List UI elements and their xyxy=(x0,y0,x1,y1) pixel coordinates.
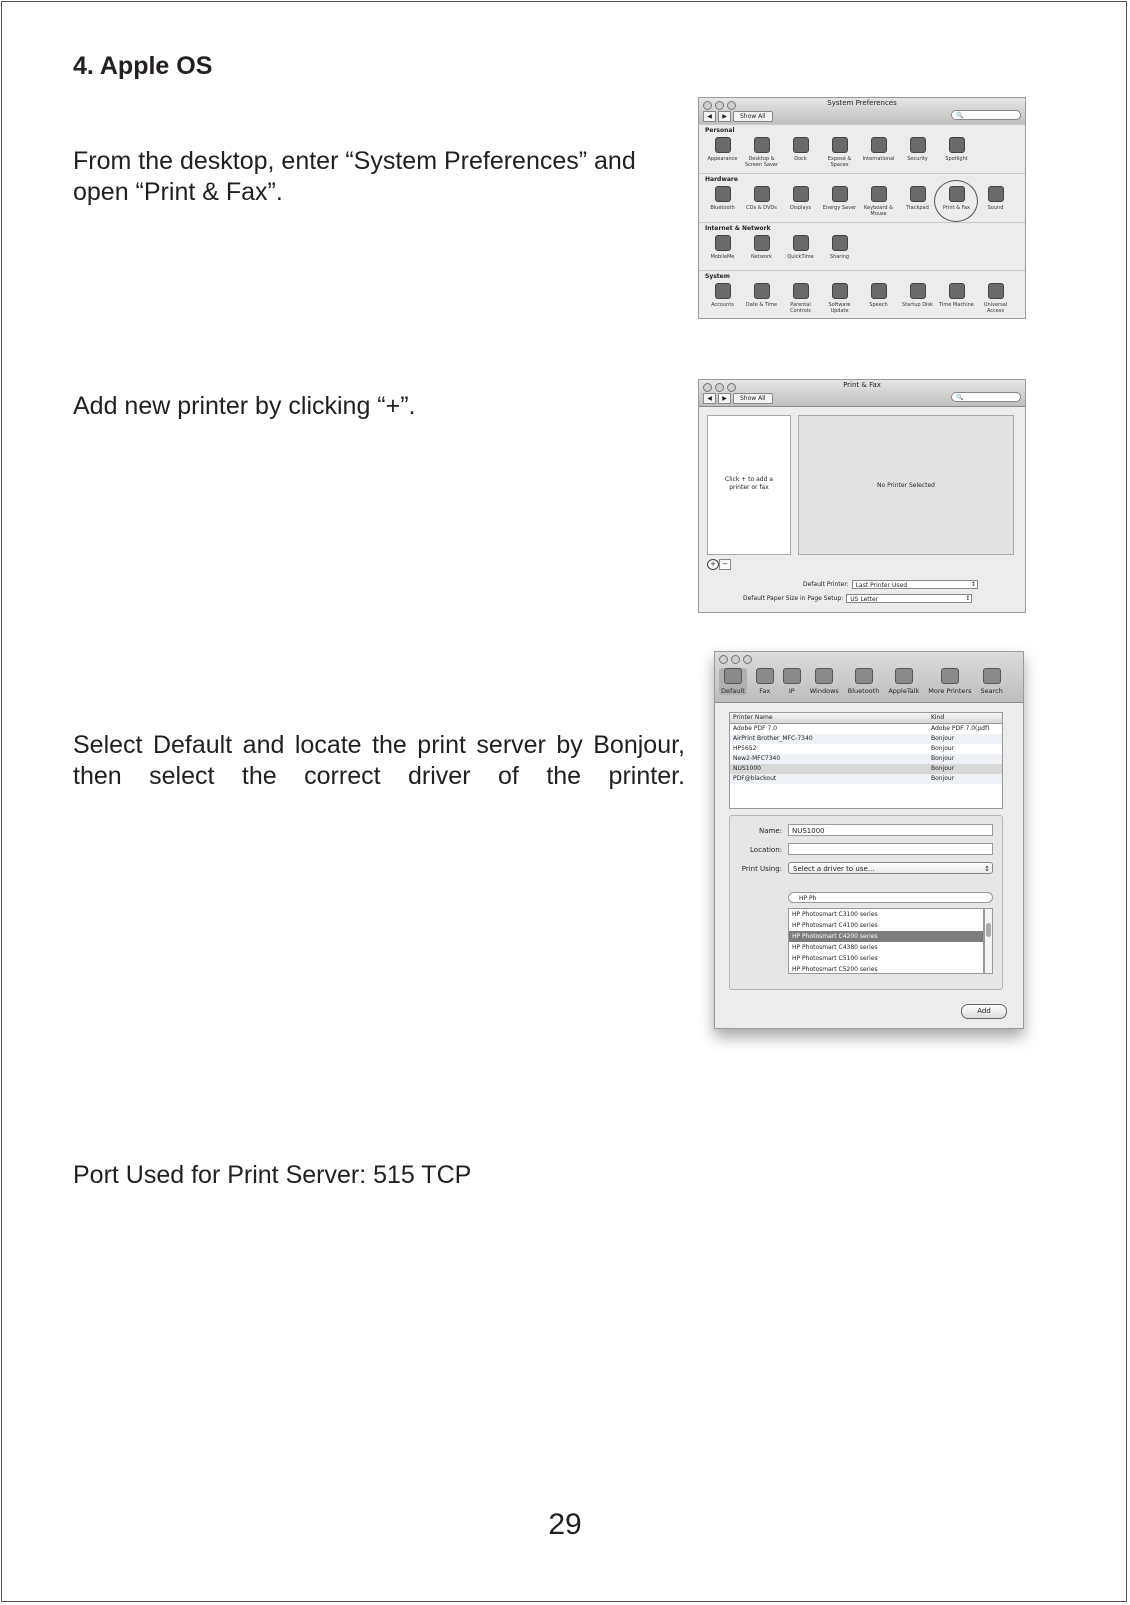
driver-list-item[interactable]: HP Photosmart C4200 series xyxy=(789,931,983,942)
pref-item-label: Startup Disk xyxy=(902,302,933,308)
add-printer-window xyxy=(714,651,1024,1029)
add-button[interactable]: Add xyxy=(961,1004,1007,1019)
pref-item-label: Displays xyxy=(789,205,812,211)
printer-kind-cell: Bonjour xyxy=(931,745,955,752)
pref-item[interactable] xyxy=(820,186,859,217)
printer-detail-pane xyxy=(798,415,1014,555)
pref-icon xyxy=(949,283,965,299)
window-title: Print & Fax xyxy=(843,381,881,389)
name-label: Name: xyxy=(758,827,782,835)
pref-icon xyxy=(715,137,731,153)
window-title: System Preferences xyxy=(827,99,897,107)
table-row[interactable] xyxy=(730,744,1002,754)
titlebar xyxy=(699,98,1025,125)
printer-table[interactable] xyxy=(729,712,1003,809)
column-kind[interactable]: Kind xyxy=(931,714,945,721)
pref-icon xyxy=(832,137,848,153)
pref-item-label: Keyboard & Mouse xyxy=(864,205,893,217)
pref-icon xyxy=(754,186,770,202)
back-icon[interactable]: ◀ xyxy=(703,111,716,122)
step3-text: Select Default and locate the print server by Bonjour, then select the correct driver of the printer. xyxy=(73,731,685,790)
pref-item[interactable] xyxy=(703,283,742,314)
driver-list-scrollbar[interactable] xyxy=(984,908,993,974)
toolbar-label: Default xyxy=(721,687,745,695)
printer-name-cell: NUS1000 xyxy=(733,765,761,772)
pref-icon xyxy=(910,283,926,299)
driver-list[interactable] xyxy=(788,908,984,974)
toolbar-label: More Printers xyxy=(928,687,972,695)
step4-text: Port Used for Print Server: 515 TCP xyxy=(73,1161,472,1189)
driver-list-item[interactable]: HP Photosmart C4100 series xyxy=(792,922,878,929)
pref-item-label: Parental Controls xyxy=(790,302,811,314)
toolbar-icon xyxy=(941,668,959,684)
pref-section xyxy=(699,270,1025,319)
location-label: Location: xyxy=(750,846,782,854)
name-field[interactable]: NUS1000 xyxy=(788,824,993,836)
pref-item-label: Bluetooth xyxy=(710,205,735,211)
add-remove-buttons xyxy=(707,559,731,570)
pref-item-label: Sharing xyxy=(829,254,850,260)
step1-text: From the desktop, enter “System Preferences” and open “Print & Fax”. xyxy=(73,147,636,206)
pref-item[interactable] xyxy=(976,186,1015,217)
pref-icon xyxy=(871,137,887,153)
pref-icon xyxy=(754,235,770,251)
pref-icon xyxy=(988,283,1004,299)
driver-list-item[interactable]: HP Photosmart C3100 series xyxy=(792,911,878,918)
pref-item[interactable] xyxy=(859,186,898,217)
pref-item[interactable] xyxy=(742,235,781,260)
add-printer-hint: Click + to add a printer or fax xyxy=(725,476,773,491)
pref-item[interactable] xyxy=(742,186,781,217)
toolbar-label: AppleTalk xyxy=(888,687,920,695)
driver-list-item[interactable]: HP Photosmart C5100 series xyxy=(792,955,878,962)
pref-item[interactable] xyxy=(898,137,937,168)
toolbar-items xyxy=(719,668,1012,695)
print-using-label: Print Using: xyxy=(741,865,782,873)
no-printer-text: No Printer Selected xyxy=(877,482,935,489)
toolbar-icon xyxy=(724,668,742,684)
pref-icon xyxy=(754,137,770,153)
pref-item[interactable] xyxy=(937,137,976,168)
step2-text: Add new printer by clicking “+”. xyxy=(73,392,416,420)
pref-icon-row xyxy=(703,137,1021,168)
toolbar-label: Windows xyxy=(809,687,839,695)
paper-size-row xyxy=(743,594,972,603)
toolbar-item[interactable] xyxy=(783,668,801,695)
printer-details-group xyxy=(729,815,1003,990)
pref-item[interactable] xyxy=(937,283,976,314)
search-input[interactable]: 🔍 xyxy=(951,392,1021,402)
pref-item[interactable] xyxy=(820,235,859,260)
print-fax-highlight-circle xyxy=(934,180,978,222)
table-row[interactable] xyxy=(730,724,1002,734)
pref-item-label: Energy Saver xyxy=(822,205,857,211)
print-fax-window xyxy=(698,379,1026,613)
pref-section-label: System xyxy=(705,273,730,280)
pref-item[interactable] xyxy=(703,137,742,168)
pref-item[interactable] xyxy=(898,283,937,314)
toolbar xyxy=(715,652,1023,703)
pref-icon xyxy=(715,235,731,251)
toolbar-item[interactable] xyxy=(810,668,839,695)
pref-icon xyxy=(793,235,809,251)
toolbar-label: Search xyxy=(980,687,1003,695)
pref-icon xyxy=(871,283,887,299)
printer-name-cell: Adobe PDF 7.0 xyxy=(733,725,778,732)
default-printer-select[interactable]: Last Printer Used ↕ xyxy=(852,580,978,589)
pref-item[interactable] xyxy=(742,137,781,168)
pref-item[interactable] xyxy=(781,283,820,314)
pref-icon xyxy=(949,137,965,153)
toolbar-icon xyxy=(815,668,833,684)
toolbar-item[interactable] xyxy=(888,668,919,695)
pref-icon xyxy=(988,186,1004,202)
printer-name-cell: HP5652 xyxy=(733,745,757,752)
toolbar-item[interactable] xyxy=(848,668,880,695)
pref-icon xyxy=(832,283,848,299)
pref-item-label: Exposé & Spaces xyxy=(827,156,852,168)
pref-item-label: Trackpad xyxy=(906,205,929,211)
pref-icon xyxy=(832,186,848,202)
pref-icon xyxy=(715,283,731,299)
pref-section-label: Hardware xyxy=(705,176,738,183)
pref-item-label: International xyxy=(862,156,895,162)
printer-kind-cell: Bonjour xyxy=(931,735,955,742)
driver-search-input[interactable]: HP Ph xyxy=(788,892,993,903)
toolbar-icon xyxy=(756,668,774,684)
toolbar-icon xyxy=(983,668,1001,684)
toolbar-label: IP xyxy=(788,687,795,695)
paper-size-label: Default Paper Size in Page Setup: xyxy=(743,595,844,602)
titlebar xyxy=(699,380,1025,407)
pref-item-label: Security xyxy=(907,156,928,162)
pref-item[interactable] xyxy=(703,186,742,217)
pref-item-label: Print & Fax xyxy=(942,205,971,211)
show-all-button[interactable]: Show All xyxy=(733,393,773,404)
pref-item-label: Desktop & Screen Saver xyxy=(744,156,779,168)
driver-list-item[interactable]: HP Photosmart C4380 series xyxy=(792,944,878,951)
nav-buttons[interactable] xyxy=(703,393,731,404)
pref-item-label: Software Update xyxy=(828,302,851,314)
toolbar-icon xyxy=(895,668,913,684)
table-row[interactable] xyxy=(730,754,1002,764)
driver-list-item[interactable]: HP Photosmart C5200 series xyxy=(792,966,878,973)
pref-item-label: Speech xyxy=(869,302,888,308)
pref-item[interactable] xyxy=(898,186,937,217)
pref-icon xyxy=(871,186,887,202)
pref-item[interactable] xyxy=(703,235,742,260)
section-heading: 4. Apple OS xyxy=(73,52,213,80)
table-row[interactable] xyxy=(730,774,1002,784)
toolbar-item[interactable] xyxy=(719,668,747,695)
toolbar-item[interactable] xyxy=(980,668,1002,695)
printer-name-cell: PDF@blackout xyxy=(733,775,777,782)
toolbar-icon xyxy=(855,668,873,684)
printer-name-cell: New2-MFC7340 xyxy=(733,755,781,762)
pref-item-label: MobileMe xyxy=(710,254,735,260)
show-all-button[interactable]: Show All xyxy=(733,111,773,122)
pref-item[interactable] xyxy=(820,137,859,168)
printer-kind-cell: Bonjour xyxy=(931,755,955,762)
pref-section xyxy=(699,222,1025,271)
pref-icon xyxy=(793,137,809,153)
pref-item[interactable] xyxy=(859,283,898,314)
location-field[interactable] xyxy=(788,843,993,855)
pref-icon xyxy=(793,283,809,299)
pref-icon-row xyxy=(703,283,1021,314)
printer-kind-cell: Adobe PDF 7.0(pdf) xyxy=(931,725,990,732)
forward-icon[interactable]: ▶ xyxy=(718,393,731,404)
pref-icon xyxy=(793,186,809,202)
pref-icon xyxy=(910,137,926,153)
pref-item[interactable] xyxy=(859,137,898,168)
table-header xyxy=(730,713,1002,724)
toolbar-label: Bluetooth xyxy=(847,687,880,695)
pref-item-label: Dock xyxy=(794,156,807,162)
printer-list-pane[interactable] xyxy=(707,415,791,555)
pref-item-label: Network xyxy=(751,254,772,260)
scroll-thumb[interactable] xyxy=(986,923,991,937)
pref-item-label: Appearance xyxy=(707,156,738,162)
remove-printer-button[interactable]: − xyxy=(719,559,731,570)
pref-item-label: Spotlight xyxy=(945,156,968,162)
pref-item[interactable] xyxy=(976,283,1015,314)
column-printer-name[interactable]: Printer Name xyxy=(733,714,773,721)
table-row[interactable] xyxy=(730,734,1002,744)
pref-item-label: CDs & DVDs xyxy=(746,205,777,211)
pref-section xyxy=(699,124,1025,174)
add-printer-button[interactable]: + xyxy=(707,559,719,570)
printer-kind-cell: Bonjour xyxy=(931,765,955,772)
printer-name-cell: AirPrint Brother_MFC-7340 xyxy=(733,735,813,742)
pref-item[interactable] xyxy=(781,137,820,168)
toolbar-item[interactable] xyxy=(756,668,774,695)
pref-item[interactable] xyxy=(781,235,820,260)
pref-icon xyxy=(832,235,848,251)
pref-icon-row xyxy=(703,235,1021,260)
paper-size-select[interactable]: US Letter ↕ xyxy=(846,594,972,603)
toolbar-label: Fax xyxy=(759,687,771,695)
pref-item-label: Sound xyxy=(987,205,1004,211)
default-printer-label: Default Printer: xyxy=(803,581,849,588)
pref-icon xyxy=(910,186,926,202)
pref-icon xyxy=(715,186,731,202)
pref-section-label: Internet & Network xyxy=(705,225,771,232)
window-controls[interactable] xyxy=(719,655,752,664)
system-preferences-window xyxy=(698,97,1026,319)
pref-item[interactable] xyxy=(742,283,781,314)
pref-section-label: Personal xyxy=(705,127,735,134)
pref-item-label: Date & Time xyxy=(745,302,778,308)
pref-item-label: Universal Access xyxy=(983,302,1008,314)
pref-item[interactable] xyxy=(820,283,859,314)
toolbar-icon xyxy=(783,668,801,684)
pref-item-label: QuickTime xyxy=(787,254,814,260)
default-printer-row xyxy=(803,580,978,589)
table-row[interactable] xyxy=(730,764,1002,774)
pref-item[interactable] xyxy=(781,186,820,217)
search-input[interactable]: 🔍 xyxy=(951,110,1021,120)
printer-kind-cell: Bonjour xyxy=(931,775,955,782)
print-using-select[interactable]: Select a driver to use... ↕ xyxy=(788,862,993,874)
page-number: 29 xyxy=(548,1508,582,1541)
pref-item-label: Time Machine xyxy=(939,302,974,308)
toolbar-item[interactable] xyxy=(928,668,971,695)
pref-icon xyxy=(754,283,770,299)
back-icon[interactable]: ◀ xyxy=(703,393,716,404)
nav-buttons[interactable] xyxy=(703,111,731,122)
pref-item-label: Accounts xyxy=(711,302,734,308)
forward-icon[interactable]: ▶ xyxy=(718,111,731,122)
